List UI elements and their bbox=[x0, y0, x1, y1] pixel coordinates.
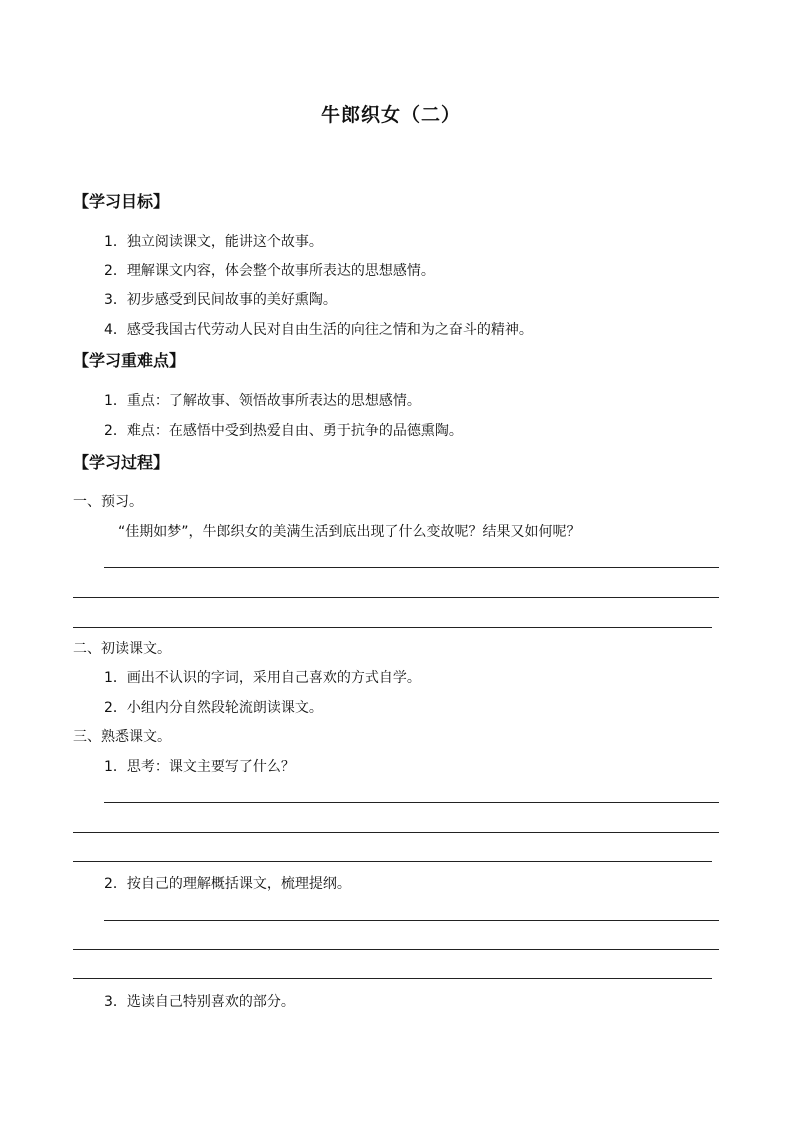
answer-line[interactable] bbox=[104, 920, 719, 921]
list-item: 2．理解课文内容，体会整个故事所表达的思想感情。 bbox=[104, 263, 435, 279]
list-item: 1．画出不认识的字词，采用自己喜欢的方式自学。 bbox=[104, 670, 421, 686]
preview-label: 一、预习。 bbox=[73, 494, 143, 510]
list-item: 2．难点：在感悟中受到热爱自由、勇于抗争的品德熏陶。 bbox=[104, 423, 463, 439]
list-item: 1．重点：了解故事、领悟故事所表达的思想感情。 bbox=[104, 393, 421, 409]
page-title: 牛郎织女（二） bbox=[321, 104, 462, 126]
preview-question: “佳期如梦”，牛郎织女的美满生活到底出现了什么变故呢？结果又如何呢？ bbox=[118, 524, 581, 540]
section-heading-process: 【学习过程】 bbox=[73, 453, 170, 472]
list-item: 3．初步感受到民间故事的美好熏陶。 bbox=[104, 292, 337, 308]
section-heading-goals: 【学习目标】 bbox=[73, 192, 170, 211]
first-reading-label: 二、初读课文。 bbox=[73, 641, 171, 657]
list-item: 1．思考：课文主要写了什么？ bbox=[104, 759, 295, 775]
familiar-label: 三、熟悉课文。 bbox=[73, 729, 171, 745]
list-item: 3．选读自己特别喜欢的部分。 bbox=[104, 994, 295, 1010]
answer-line[interactable] bbox=[73, 832, 719, 833]
answer-line[interactable] bbox=[73, 861, 712, 862]
section-heading-keypoints: 【学习重难点】 bbox=[73, 351, 186, 370]
answer-line[interactable] bbox=[104, 802, 719, 803]
answer-line[interactable] bbox=[73, 627, 712, 628]
answer-line[interactable] bbox=[73, 949, 719, 950]
answer-line[interactable] bbox=[73, 978, 712, 979]
list-item: 2．按自己的理解概括课文，梳理提纲。 bbox=[104, 876, 351, 892]
list-item: 4．感受我国古代劳动人民对自由生活的向往之情和为之奋斗的精神。 bbox=[104, 322, 533, 338]
list-item: 2．小组内分自然段轮流朗读课文。 bbox=[104, 700, 323, 716]
list-item: 1．独立阅读课文，能讲这个故事。 bbox=[104, 234, 323, 250]
answer-line[interactable] bbox=[73, 597, 719, 598]
answer-line[interactable] bbox=[104, 567, 719, 568]
